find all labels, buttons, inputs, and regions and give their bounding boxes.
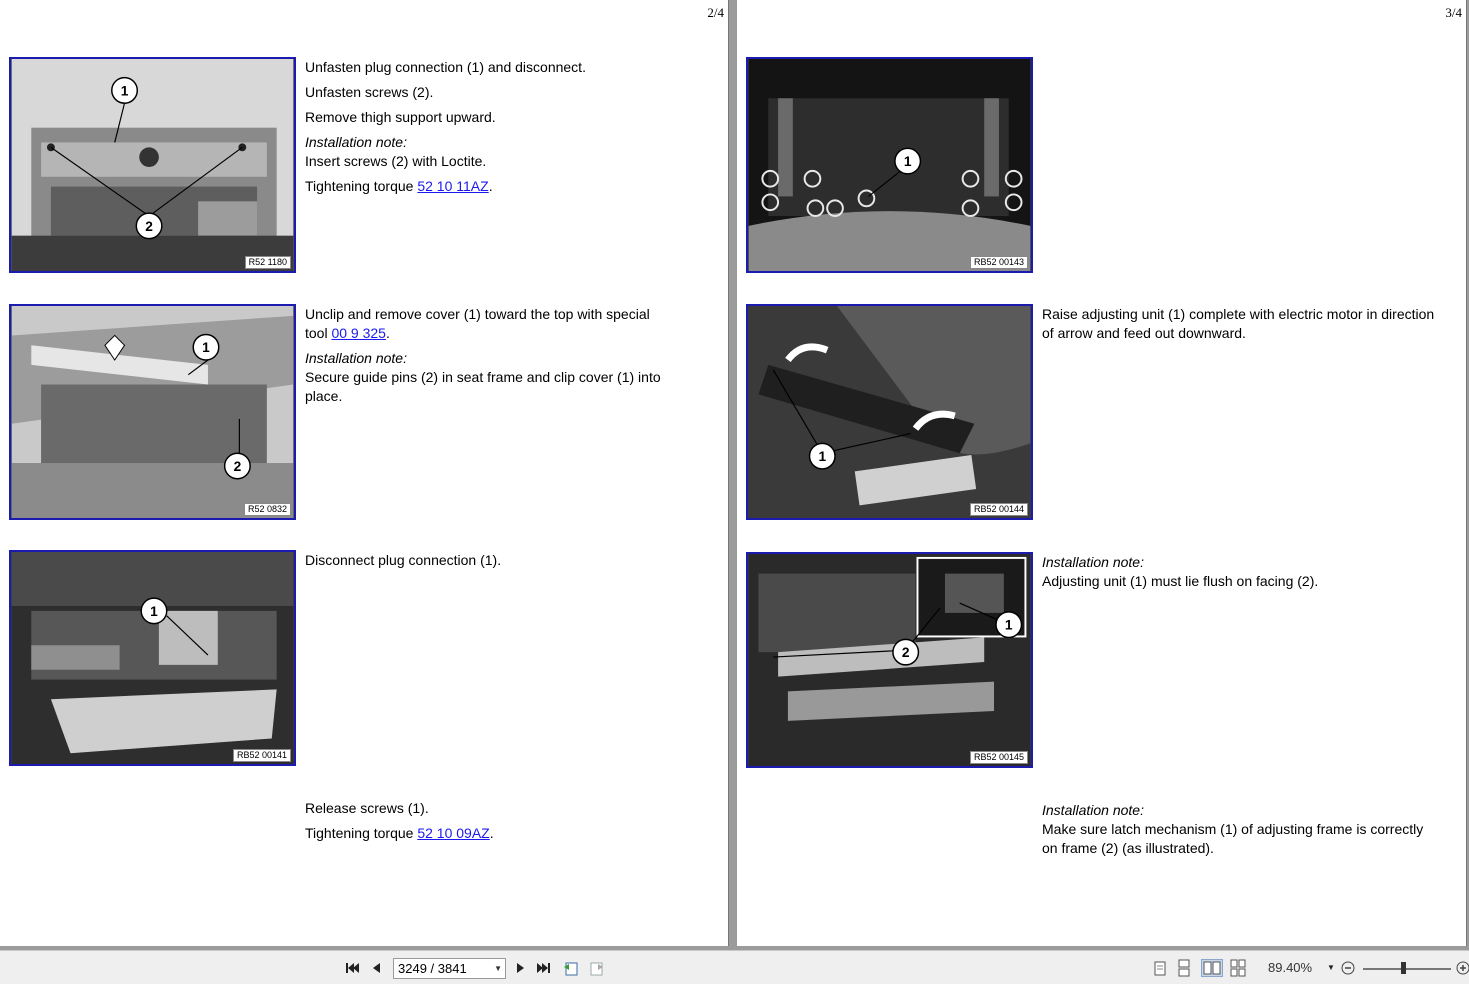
- figure-cover: [9, 304, 296, 520]
- figure-caption: R52 0832: [244, 503, 291, 516]
- step-text-right-2: [1042, 553, 1462, 597]
- step-text-right-1: [1042, 305, 1462, 349]
- figure-latch: [746, 552, 1033, 768]
- go-back-view-icon[interactable]: [562, 959, 580, 977]
- figure-photo: [748, 554, 1031, 766]
- torque-line: Tightening torque 52 10 11AZ.: [305, 178, 493, 194]
- page-right: [737, 0, 1467, 946]
- installation-note-label: Installation note:: [305, 134, 407, 150]
- figure-caption: RB52 00145: [970, 751, 1028, 764]
- step-text-1: [305, 58, 705, 202]
- tool-link[interactable]: 00 9 325: [331, 325, 386, 341]
- instruction: Remove thigh support upward.: [305, 109, 496, 125]
- page-number-field[interactable]: [393, 958, 506, 979]
- callout-2: 2: [233, 458, 242, 474]
- previous-page-icon[interactable]: [368, 959, 386, 977]
- figure-photo: [748, 306, 1031, 518]
- page-number: 2/4: [707, 5, 724, 20]
- instruction: of arrow and feed out downward.: [1042, 325, 1246, 341]
- figure-photo: [11, 552, 294, 764]
- two-page-view-icon[interactable]: [1201, 959, 1223, 977]
- instruction: Unfasten plug connection (1) and disconnect.: [305, 59, 586, 75]
- figure-caption: RB52 00143: [970, 256, 1028, 269]
- instruction: Release screws (1).: [305, 800, 429, 816]
- figure-photo: [748, 59, 1031, 271]
- single-page-view-icon[interactable]: [1152, 959, 1168, 977]
- installation-note: Secure guide pins (2) in seat frame and clip cover (1) into: [305, 369, 661, 385]
- first-page-icon[interactable]: [343, 959, 361, 977]
- instruction: tool 00 9 325.: [305, 325, 390, 341]
- page-left: [0, 0, 729, 946]
- callout-1: 1: [120, 83, 129, 99]
- zoom-slider-track[interactable]: [1363, 968, 1451, 970]
- figure-seat-frame: [746, 57, 1033, 273]
- next-page-icon[interactable]: [511, 959, 529, 977]
- torque-link[interactable]: 52 10 11AZ: [417, 178, 489, 194]
- figure-caption: RB52 00141: [233, 749, 291, 762]
- last-page-icon[interactable]: [535, 959, 553, 977]
- instruction: Unclip and remove cover (1) toward the top with special: [305, 306, 650, 322]
- instruction: Unfasten screws (2).: [305, 84, 434, 100]
- step-text-3: [305, 551, 705, 576]
- zoom-level[interactable]: 89.40%: [1268, 960, 1313, 975]
- page-number-value: 3249 / 3841: [398, 961, 467, 976]
- page-number: 3/4: [1445, 5, 1462, 20]
- go-forward-view-icon[interactable]: [587, 959, 605, 977]
- zoom-dropdown-icon[interactable]: ▼: [1327, 963, 1335, 972]
- callout-1: 1: [150, 603, 158, 619]
- installation-note: on frame (2) (as illustrated).: [1042, 840, 1214, 856]
- step-text-right-3: [1042, 801, 1462, 864]
- callout-1: 1: [903, 153, 912, 169]
- installation-note-label: Installation note:: [1042, 554, 1144, 570]
- torque-link[interactable]: 52 10 09AZ: [417, 825, 490, 841]
- installation-note: Make sure latch mechanism (1) of adjusting frame is correctly: [1042, 821, 1424, 837]
- callout-2: 2: [145, 218, 153, 234]
- step-text-2: [305, 305, 705, 412]
- figure-thigh-support: [9, 57, 296, 273]
- instruction: Raise adjusting unit (1) complete with electric motor in direction: [1042, 306, 1435, 322]
- chevron-down-icon[interactable]: ▼: [494, 964, 502, 973]
- zoom-out-icon[interactable]: [1340, 959, 1356, 977]
- installation-note-label: Installation note:: [305, 350, 407, 366]
- bottom-toolbar: [0, 950, 1469, 984]
- figure-plug: [9, 550, 296, 766]
- step-text-4: [305, 799, 705, 849]
- figure-photo: [11, 59, 294, 271]
- two-page-continuous-icon[interactable]: [1229, 959, 1247, 977]
- installation-note: Adjusting unit (1) must lie flush on facing (2).: [1042, 573, 1319, 589]
- installation-note: place.: [305, 388, 343, 404]
- installation-note: Insert screws (2) with Loctite.: [305, 153, 487, 169]
- figure-caption: R52 1180: [245, 256, 291, 269]
- zoom-in-icon[interactable]: [1455, 959, 1469, 977]
- callout-1: 1: [202, 340, 210, 356]
- figure-caption: RB52 00144: [970, 503, 1028, 516]
- callout-1: 1: [1004, 617, 1013, 633]
- instruction: Disconnect plug connection (1).: [305, 552, 502, 568]
- torque-line: Tightening torque 52 10 09AZ.: [305, 825, 494, 841]
- figure-photo: [11, 306, 294, 518]
- continuous-view-icon[interactable]: [1176, 959, 1192, 977]
- zoom-slider-thumb[interactable]: [1401, 962, 1406, 974]
- installation-note-label: Installation note:: [1042, 802, 1144, 818]
- callout-1: 1: [818, 449, 827, 465]
- callout-2: 2: [901, 645, 910, 661]
- figure-adjusting-unit: [746, 304, 1033, 520]
